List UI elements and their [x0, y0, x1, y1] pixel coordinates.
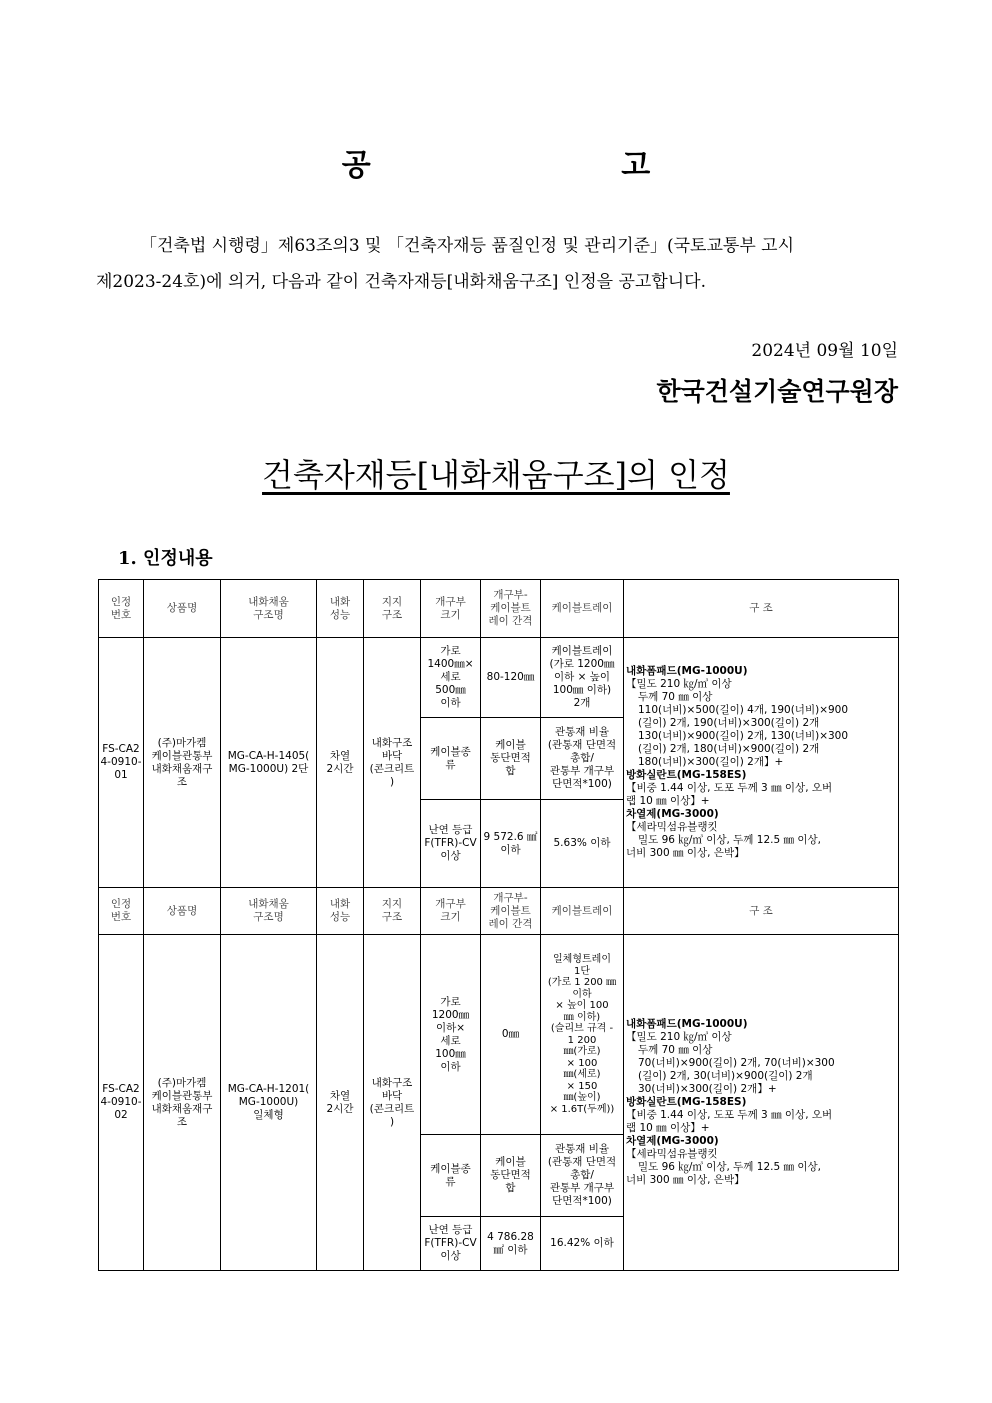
composition-cell — [624, 935, 899, 1271]
intro-line-2: 제2023-24호)에 의거, 다음과 같이 건축자재등[내화채움구조] 인정을 공고합니다. — [96, 272, 707, 292]
support-cell: 내화구조 바닥 (콘크리트 ) — [364, 935, 421, 1271]
cable-area-cell: 4 786.28 ㎟ 이하 — [481, 1217, 541, 1271]
opening-size-cell: 가로 1400㎜× 세로 500㎜ 이하 — [421, 638, 481, 718]
header-support: 지지 구조 — [364, 888, 421, 935]
header-fire-rating: 내화 성능 — [317, 888, 364, 935]
ratio-label-cell: 관통재 비율 (관통재 단면적 총합/ 관통부 개구부 단면적*100) — [541, 1135, 624, 1217]
ratio-label-cell: 관통재 비율 (관통재 단면적 총합/ 관통부 개구부 단면적*100) — [541, 718, 624, 800]
flame-grade-cell: 난연 등급 F(TFR)-CV 이상 — [421, 1217, 481, 1271]
support-cell: 내화구조 바닥 (콘크리트 ) — [364, 638, 421, 888]
header-composition: 구 조 — [624, 888, 899, 935]
composition-line: 두께 70 ㎜ 이상 — [638, 691, 713, 703]
table-header-row — [99, 580, 899, 638]
composition-line: 방화실란트(MG-158ES) — [626, 1096, 747, 1108]
composition-line: 너비 300 ㎜ 이상, 은박】 — [626, 847, 745, 859]
composition-line: 방화실란트(MG-158ES) — [626, 769, 747, 781]
table-row — [99, 638, 899, 718]
cable-area-label-cell: 케이블 동단면적 합 — [481, 718, 541, 800]
section-heading: 1. 인정내용 — [118, 548, 213, 569]
header-structure-name: 내화채움 구조명 — [221, 580, 317, 638]
composition-line: 【밀도 210 ㎏/㎥ 이상 — [626, 678, 732, 690]
header-support: 지지 구조 — [364, 580, 421, 638]
organization-name: 한국건설기술연구원장 — [656, 377, 898, 406]
composition-line: (길이) 2개, 190(너비)×300(길이) 2개 — [638, 717, 820, 729]
table-header-row — [99, 888, 899, 935]
composition-line: 랩 10 ㎜ 이상】+ — [626, 1122, 710, 1134]
header-opening-size: 개구부 크기 — [421, 888, 481, 935]
composition-line: 30(너비)×300(길이) 2개】+ — [638, 1083, 777, 1095]
composition-line: 【세라믹섬유블랭킷 — [626, 821, 718, 833]
composition-line: 【비중 1.44 이상, 도포 두께 3 ㎜ 이상, 오버 — [626, 782, 833, 794]
composition-line: 두께 70 ㎜ 이상 — [638, 1044, 713, 1056]
header-cable-tray: 케이블트레이 — [541, 888, 624, 935]
header-structure-name: 내화채움 구조명 — [221, 888, 317, 935]
composition-line: 너비 300 ㎜ 이상, 은박】 — [626, 1174, 745, 1186]
intro-line-1: 「건축법 시행령」제63조의3 및 「건축자재등 품질인정 및 관리기준」(국토교통부 고시 — [140, 236, 794, 256]
cable-tray-cell: 케이블트레이 (가로 1200㎜ 이하 × 높이 100㎜ 이하) 2개 — [541, 638, 624, 718]
composition-line: (길이) 2개, 180(너비)×900(길이) 2개 — [638, 743, 820, 755]
composition-line: 차열제(MG-3000) — [626, 808, 719, 820]
header-cert-no: 인정 번호 — [99, 888, 144, 935]
composition-line: 밀도 96 ㎏/㎥ 이상, 두께 12.5 ㎜ 이상, — [638, 1161, 821, 1173]
cable-area-cell: 9 572.6 ㎟ 이하 — [481, 800, 541, 888]
fire-rating-cell: 차열 2시간 — [317, 935, 364, 1271]
composition-line: 밀도 96 ㎏/㎥ 이상, 두께 12.5 ㎜ 이상, — [638, 834, 821, 846]
table-row — [99, 935, 899, 1135]
header-cert-no: 인정 번호 — [99, 580, 144, 638]
composition-cell — [624, 638, 899, 888]
tray-gap-cell: 0㎜ — [481, 935, 541, 1135]
cable-tray-cell: 일체형트레이 1단 (가로 1 200 ㎜ 이하 × 높이 100 ㎜ 이하) (슬리브 규격 - 1 200 ㎜(가로) × 100 ㎜(세로) × 150 ㎜(높이) × 1.6T(두께)) — [541, 935, 624, 1135]
composition-line: 【비중 1.44 이상, 도포 두께 3 ㎜ 이상, 오버 — [626, 1109, 833, 1121]
structure-name-cell: MG-CA-H-1201( MG-1000U) 일체형 — [221, 935, 317, 1271]
composition-line: 내화폼패드(MG-1000U) — [626, 1018, 748, 1030]
product-cell: (주)마가켐 케이블관통부 내화채움재구 조 — [144, 638, 221, 888]
header-product: 상품명 — [144, 888, 221, 935]
ratio-cell: 16.42% 이하 — [541, 1217, 624, 1271]
header-tray-gap: 개구부- 케이블트 레이 간격 — [481, 888, 541, 935]
composition-line: 70(너비)×900(길이) 2개, 70(너비)×300 — [638, 1057, 835, 1069]
header-tray-gap: 개구부- 케이블트 레이 간격 — [481, 580, 541, 638]
flame-grade-cell: 난연 등급 F(TFR)-CV 이상 — [421, 800, 481, 888]
structure-name-cell: MG-CA-H-1405( MG-1000U) 2단 — [221, 638, 317, 888]
intro-paragraph — [96, 228, 898, 300]
certification-table — [98, 579, 899, 1271]
header-opening-size: 개구부 크기 — [421, 580, 481, 638]
cable-area-label-cell: 케이블 동단면적 합 — [481, 1135, 541, 1217]
certification-table-wrapper — [98, 579, 899, 1271]
composition-line: 180(너비)×300(길이) 2개】+ — [638, 756, 784, 768]
header-composition: 구 조 — [624, 580, 899, 638]
notice-date: 2024년 09월 10일 — [751, 341, 898, 361]
tray-gap-cell: 80-120㎜ — [481, 638, 541, 718]
cert-no-cell: FS-CA2 4-0910- 01 — [99, 638, 144, 888]
composition-line: 랩 10 ㎜ 이상】+ — [626, 795, 710, 807]
ratio-cell: 5.63% 이하 — [541, 800, 624, 888]
product-cell: (주)마가켐 케이블관통부 내화채움재구 조 — [144, 935, 221, 1271]
cable-type-label-cell: 케이블종 류 — [421, 1135, 481, 1217]
cable-type-label-cell: 케이블종 류 — [421, 718, 481, 800]
cert-no-cell: FS-CA2 4-0910- 02 — [99, 935, 144, 1271]
document-heading: 건축자재등[내화채움구조]의 인정 — [262, 456, 730, 494]
header-cable-tray: 케이블트레이 — [541, 580, 624, 638]
opening-size-cell: 가로 1200㎜ 이하× 세로 100㎜ 이하 — [421, 935, 481, 1135]
composition-line: 【밀도 210 ㎏/㎥ 이상 — [626, 1031, 732, 1043]
page-title: 공 고 — [341, 148, 771, 183]
composition-line: 110(너비)×500(길이) 4개, 190(너비)×900 — [638, 704, 849, 716]
composition-line: 【세라믹섬유블랭킷 — [626, 1148, 718, 1160]
composition-line: 차열제(MG-3000) — [626, 1135, 719, 1147]
composition-line: 130(너비)×900(길이) 2개, 130(너비)×300 — [638, 730, 849, 742]
composition-line: 내화폼패드(MG-1000U) — [626, 665, 748, 677]
header-product: 상품명 — [144, 580, 221, 638]
header-fire-rating: 내화 성능 — [317, 580, 364, 638]
fire-rating-cell: 차열 2시간 — [317, 638, 364, 888]
composition-line: (길이) 2개, 30(너비)×900(길이) 2개 — [638, 1070, 813, 1082]
